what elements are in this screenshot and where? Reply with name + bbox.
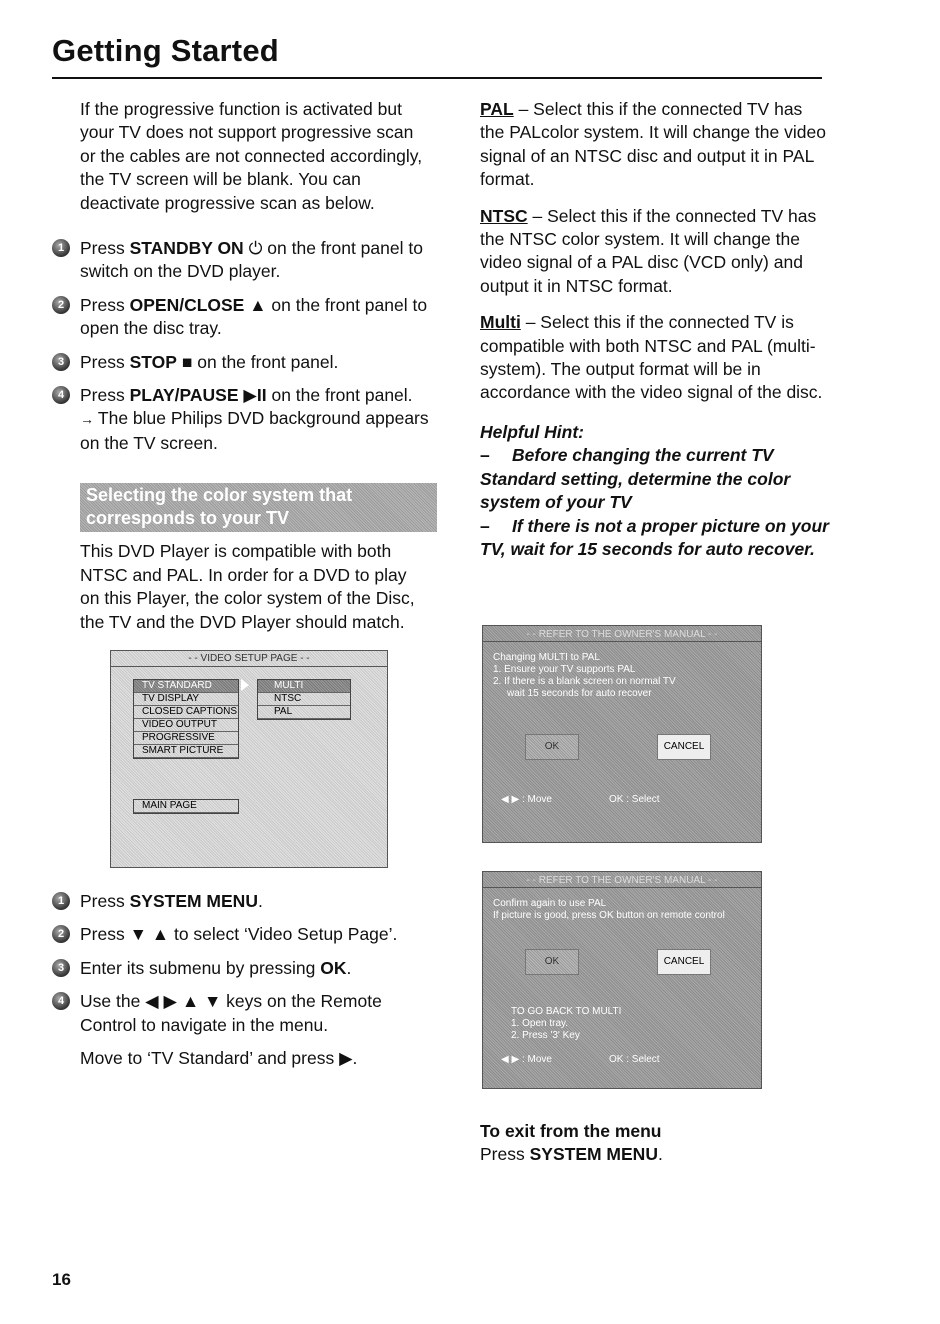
ntsc-text: – Select this if the connected TV has the NTSC color system. It will change the video signal of a PAL disc (VCD only) and output it in NTSC format. [480,205,817,296]
hint-1-text: Before changing the current TV Standard setting, determine the color system of your TV [480,445,791,513]
exit-post: . [657,1144,663,1164]
page-number: 16 [52,1270,71,1289]
osd1-line: Changing MULTI to PAL [493,652,600,663]
step-text-post: . [257,890,263,911]
hint-dash: – [480,445,490,466]
osd1-line: wait 15 seconds for auto recover [507,688,652,699]
hint-dash: – [480,515,490,536]
title-rule [52,77,822,79]
osd2-nav-move: ◀ ▶ : Move [501,1054,552,1065]
step-number-icon: 4 [52,386,70,404]
step-text-pre: Press [80,294,130,315]
step-text-pre: Press [80,890,130,911]
step-3 [57,957,430,980]
eject-icon: ▲ [244,294,267,315]
power-steps [57,237,430,455]
step-4 [57,384,430,455]
step-text-post: on the front panel. [266,385,413,406]
key-stop: STOP [129,351,177,372]
step-text: Use the ◀ ▶ ▲ ▼ keys on the Remote Control to navigate in the menu. [80,991,382,1035]
section-heading: Selecting the color system that corresponds to your TV [80,483,437,532]
step-number-icon: 2 [52,925,70,943]
result-arrow-icon: → [80,411,98,428]
main-page-label: MAIN PAGE [134,800,238,813]
pal-description [480,98,830,192]
step-number-icon: 4 [52,992,70,1010]
osd1-nav-select: OK : Select [609,794,660,805]
color-system-steps [57,890,430,1037]
submenu-arrow-icon [241,679,249,691]
multi-label: Multi [480,312,521,333]
osd2-back-line: TO GO BACK TO MULTI [511,1006,622,1017]
menu-item-smart-picture[interactable]: SMART PICTURE [134,745,238,758]
step-3 [57,351,430,374]
step-text: Press ▼ ▲ to select ‘Video Setup Page’. [80,924,398,945]
key-system-menu: SYSTEM MENU [129,890,258,911]
exit-title: To exit from the menu [480,1121,662,1141]
option-multi[interactable]: MULTI [258,680,350,693]
key-open-close: OPEN/CLOSE [129,294,245,315]
osd2-back-line: 1. Open tray. [511,1018,569,1029]
step-number-icon: 1 [52,239,70,257]
step-number-icon: 2 [52,296,70,314]
multi-description [480,311,830,405]
osd2-header: - - REFER TO THE OWNER'S MANUAL - - [483,874,761,888]
osd1-line: 2. If there is a blank screen on normal TV [493,676,676,687]
intro-paragraph: If the progressive function is activated but your TV does not support progressive scan or the cables are not connected accordingly, the TV screen will be blank. You can deactivate progressive scan as below. [80,99,423,213]
exit-pre: Press [480,1144,530,1164]
left-column [57,98,430,1070]
pal-label: PAL [480,99,514,119]
ntsc-label: NTSC [480,205,528,226]
exit-instruction [480,1120,663,1166]
step-2 [57,294,430,341]
osd-confirm-pal-screenshot [482,871,762,1089]
osd2-nav-select: OK : Select [609,1054,660,1065]
step-number-icon: 3 [52,959,70,977]
osd2-cancel-button[interactable]: CANCEL [657,949,711,975]
step-text-post: on the front panel. [192,351,339,372]
hint-item-1 [480,444,830,514]
hint-2-text: If there is not a proper picture on your TV, wait for 15 seconds for auto recover. [480,515,829,559]
step-text-pre: Enter its submenu by pressing [80,957,321,978]
menu-item-tv-display[interactable]: TV DISPLAY [134,693,238,706]
step-text-post: . [346,957,352,978]
step-4-note [80,407,430,455]
osd1-message [493,652,676,700]
hint-item-2 [480,515,830,562]
osd2-back-instructions [511,1006,621,1042]
step-number-icon: 3 [52,353,70,371]
multi-text: – Select this if the connected TV is compatible with both NTSC and PAL (multi-system). The output format will be in accordance with the video signal of the disc. [480,312,823,403]
step-text-post: on the front panel to open the disc tray. [80,294,428,339]
key-ok: OK [320,957,347,978]
page-title: Getting Started [52,33,279,68]
key-system-menu: SYSTEM MENU [529,1144,658,1164]
osd1-ok-button[interactable]: OK [525,734,579,760]
power-icon: ⏻ [243,238,263,259]
section-body: This DVD Player is compatible with both NTSC and PAL. In order for a DVD to play on this Player, the color system of the Disc, the TV and the DVD Player should match. [80,541,415,632]
osd2-line: Confirm again to use PAL [493,898,607,909]
menu-item-tv-standard[interactable]: TV STANDARD [134,680,238,693]
setup-menu-items [133,679,239,759]
exit-text [480,1143,663,1166]
stop-icon: ■ [176,351,193,372]
key-standby-on: STANDBY ON [129,238,244,259]
menu-item-progressive[interactable]: PROGRESSIVE [134,732,238,745]
menu-item-video-output[interactable]: VIDEO OUTPUT [134,719,238,732]
setup-menu-header: - - VIDEO SETUP PAGE - - [111,652,387,667]
ntsc-description [480,205,830,299]
option-ntsc[interactable]: NTSC [258,693,350,706]
main-page-button[interactable] [133,799,239,814]
menu-item-closed-captions[interactable]: CLOSED CAPTIONS [134,706,238,719]
step-1 [57,890,430,913]
step-text-pre: Press [80,238,130,259]
step-text-post: on the front panel to switch on the DVD player. [80,238,423,282]
pal-text: – Select this if the connected TV has the PALcolor system. It will change the video signal of an NTSC disc and output it in PAL format. [480,99,826,190]
move-instruction: Move to ‘TV Standard’ and press ▶. [80,1047,358,1068]
osd2-line: If picture is good, press OK button on remote control [493,910,725,921]
step-4 [57,990,430,1037]
step-text-pre: Press [80,385,130,406]
osd1-line: 1. Ensure your TV supports PAL [493,664,636,675]
step-number-icon: 1 [52,892,70,910]
video-setup-menu-screenshot [110,650,388,868]
step-4-note-text: The blue Philips DVD background appears on the TV screen. [80,408,429,453]
right-column [480,98,830,561]
tv-standard-options [257,679,351,720]
osd2-back-line: 2. Press '3' Key [511,1030,580,1041]
osd1-header: - - REFER TO THE OWNER'S MANUAL - - [483,628,761,642]
osd2-ok-button[interactable]: OK [525,949,579,975]
step-1 [57,237,430,284]
osd-change-to-pal-screenshot [482,625,762,843]
option-pal[interactable]: PAL [258,706,350,719]
step-2 [57,923,430,946]
helpful-hint [480,421,830,561]
play-pause-icon: ▶II [238,385,267,406]
osd1-cancel-button[interactable]: CANCEL [657,734,711,760]
osd1-nav-move: ◀ ▶ : Move [501,794,552,805]
step-text-pre: Press [80,351,130,372]
key-play-pause: PLAY/PAUSE [129,385,239,406]
hint-title: Helpful Hint: [480,421,585,442]
osd2-message [493,898,725,922]
